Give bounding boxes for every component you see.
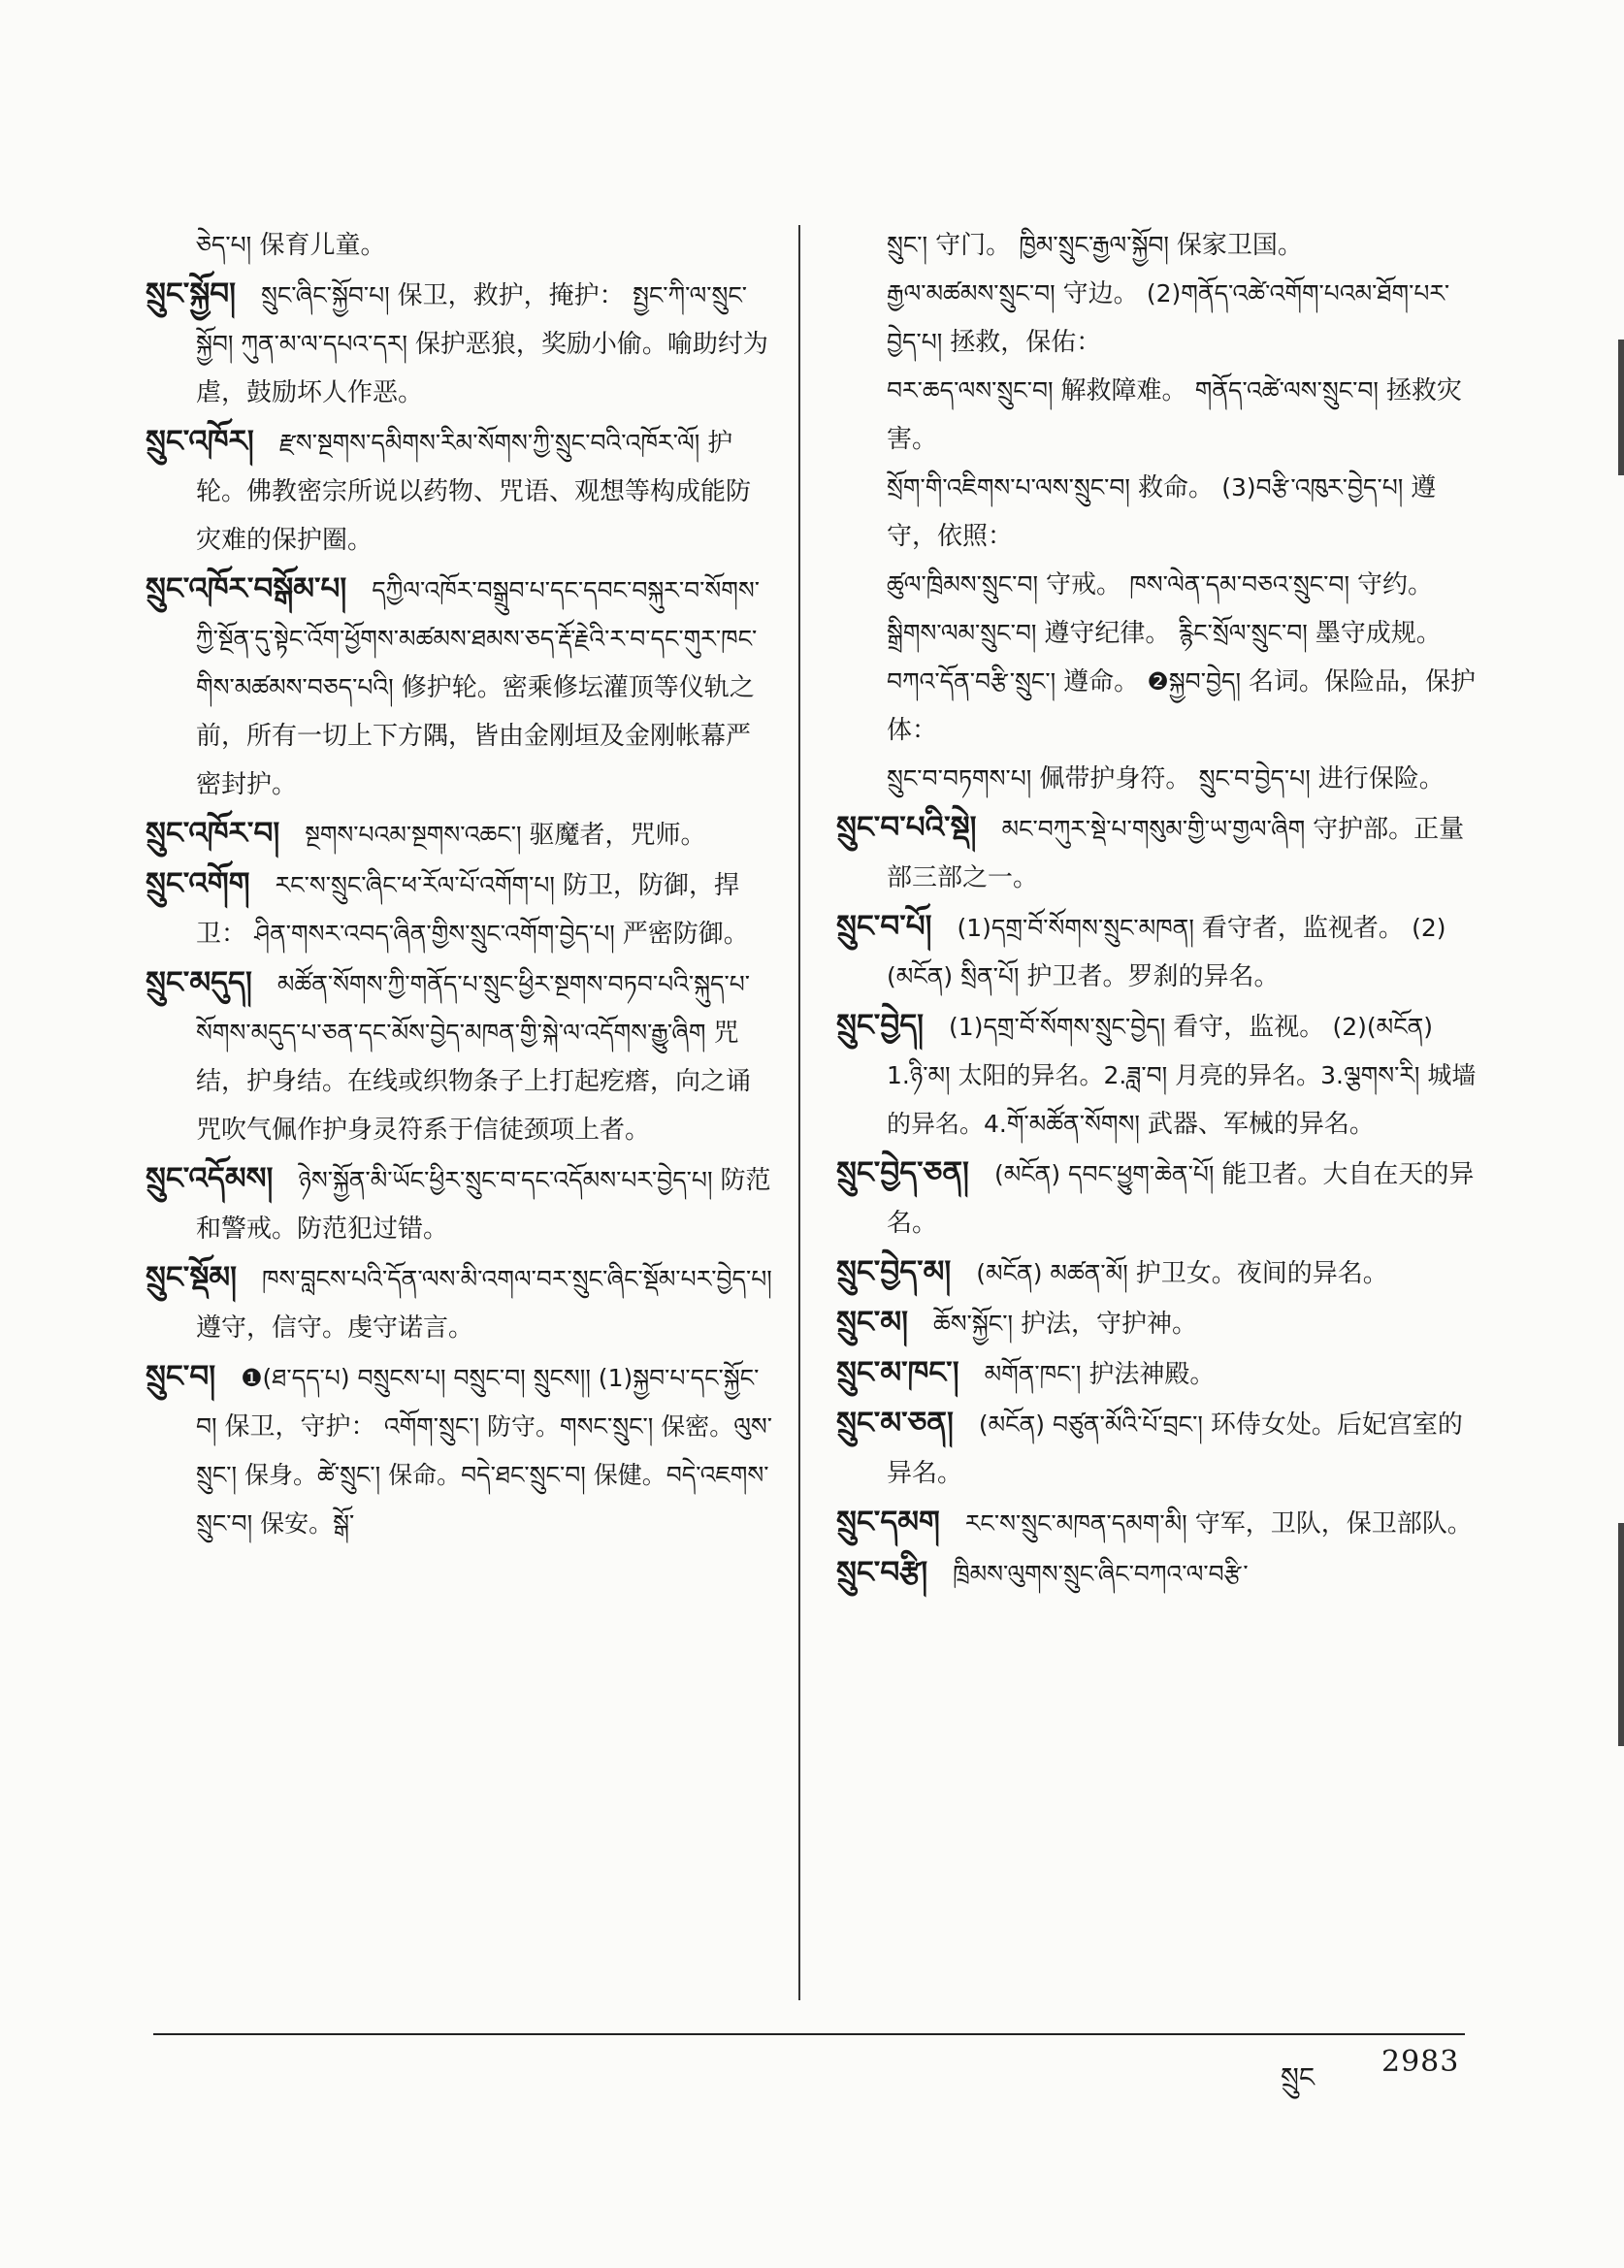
entry-chinese: 严密防御。	[622, 920, 749, 949]
entry-chinese: 守戒。	[1045, 570, 1121, 599]
entry-tibetan: (1)དགྲ་བོ་སོགས་སྲུང་བྱེད།	[949, 1013, 1174, 1041]
entry-headword: སྲུང་མ་ཁང་།	[836, 1355, 959, 1390]
dictionary-entry	[146, 859, 774, 958]
dictionary-entry	[836, 1298, 1477, 1348]
dictionary-entry	[836, 1348, 1477, 1399]
entry-chinese: 名词。保险品，保护体：	[887, 667, 1476, 745]
left-column	[146, 221, 774, 1548]
dictionary-entry	[836, 367, 1477, 464]
entry-tibetan: རང་ས་སྲུང་མཁན་དམག་མི།	[964, 1509, 1195, 1538]
entry-tibetan: (1)དགྲ་བོ་སོགས་སྲུང་མཁན།	[957, 914, 1202, 942]
dictionary-entry	[836, 1399, 1477, 1498]
entry-tibetan: ཁས་ལེན་དམ་བཅའ་སྲུང་བ།	[1129, 570, 1357, 599]
entry-chinese: 守约。	[1356, 570, 1433, 599]
entry-tibetan: མགོན་ཁང་།	[984, 1360, 1089, 1388]
dictionary-entry	[836, 755, 1477, 803]
entry-tibetan: མང་བཀུར་སྡེ་པ་གསུམ་གྱི་ཡ་གྱལ་ཞིག	[1001, 815, 1314, 843]
entry-headword: སྲུང་བྱེད་མ།	[836, 1254, 952, 1289]
entry-chinese: 守门。	[935, 231, 1012, 260]
entry-chinese: 保卫，守护：	[224, 1412, 376, 1442]
entry-chinese: 拯救灾害。	[887, 376, 1462, 454]
entry-chinese: 防范和警戒。防范犯过错。	[196, 1166, 771, 1244]
dictionary-entry	[836, 803, 1477, 902]
entry-tibetan: ཆོས་སྐྱོང་།	[932, 1310, 1021, 1338]
entry-tibetan: ཅེད་པ།	[196, 231, 252, 259]
entry-headword: སྲུང་འཁོར།	[146, 424, 254, 459]
entry-chinese: 护法神殿。	[1088, 1360, 1216, 1389]
entry-tibetan: བར་ཆད་ལས་སྲུང་བ།	[887, 376, 1061, 405]
entry-tibetan: སྲོག་གི་འཇིགས་པ་ལས་སྲུང་བ།	[887, 473, 1138, 502]
entry-headword: སྲུང་མ་ཅན།	[836, 1406, 954, 1441]
page-number: 2983	[1381, 2045, 1460, 2079]
entry-headword: སྲུང་མདུད།	[146, 965, 252, 1000]
entry-chinese: 修护轮。密乘修坛灌顶等仪轨之前，所有一切上下方隅，皆由金刚垣及金刚帐幕严密封护。	[196, 673, 755, 799]
entry-tibetan: ཁྱིམ་སྲུང་རྒྱལ་སྐྱོབ།	[1019, 231, 1177, 259]
dictionary-entry	[146, 221, 774, 270]
entry-tibetan: ❷སྐྱབ་བྱེད།	[1147, 667, 1249, 696]
dictionary-entry	[836, 658, 1477, 755]
entry-tibetan: གནོད་འཚེ་ལས་སྲུང་བ།	[1194, 376, 1386, 405]
entry-chinese: 守护部。正量部三部之一。	[887, 815, 1465, 892]
dictionary-entry	[146, 1253, 774, 1352]
dictionary-entry	[146, 958, 774, 1154]
dictionary-entry	[836, 221, 1477, 270]
dictionary-entry	[146, 565, 774, 809]
entry-chinese: 进行保险。	[1317, 764, 1445, 794]
entry-chinese: 守军，卫队，保卫部队。	[1194, 1509, 1473, 1539]
entry-tibetan: སྒྲིགས་ལམ་སྲུང་བ།	[887, 619, 1045, 647]
entry-chinese: 遵守纪律。	[1044, 619, 1171, 648]
entry-tibetan: རྫས་སྔགས་དམིགས་རིམ་སོགས་ཀྱི་སྲུང་བའི་འཁོར་ལོ།	[278, 429, 708, 457]
margin-mark	[1618, 340, 1624, 475]
entry-tibetan: (མངོན) བཙུན་མོའི་པོ་བྲང་།	[978, 1410, 1211, 1439]
entry-tibetan: (2)གནོད་འཚེ་འགོག་པའམ་ཐོག་པར་བྱེད་པ།	[887, 279, 1450, 356]
entry-headword: སྲུང་བྱེད།	[836, 1008, 925, 1043]
entry-tibetan: འགོག་སྲུང་། 防守。གསང་སྲུང་། 保密。ལུས་སྲུང་། 保身。ཚེ་སྲུང་། 保命。བདེ་ཐང་སྲུང་བ། 保健。བདེ་འཇགས་སྲུང་བ། 保安。སྒོ་	[196, 1412, 773, 1538]
entry-chinese: 护卫女。夜间的异名。	[1135, 1259, 1388, 1288]
entry-chinese: 遵命。	[1063, 667, 1140, 697]
dictionary-entry	[836, 464, 1477, 561]
entry-headword: སྲུང་འཁོར་བསྒོམ་པ།	[146, 571, 347, 606]
entry-tibetan: (མངོན) དབང་ཕྱུག་ཆེན་པོ།	[993, 1160, 1222, 1188]
entry-chinese: 武器、军械的异名。	[1147, 1110, 1375, 1139]
entry-tibetan: དཀྱིལ་འཁོར་བསྒྲུབ་པ་དང་དབང་བསྐུར་བ་སོགས་ཀྱི་སྔོན་དུ་སྟེང་འོག་ཕྱོགས་མཚམས་ཐམས་ཅད་རྡོ་རྗེའི་ར་བ་དང་གུར་ཁང་གིས་མཚམས་བཅད་པའི།	[196, 576, 760, 701]
entry-tibetan: ཚུལ་ཁྲིམས་སྲུང་བ།	[887, 570, 1046, 599]
entry-chinese: 佩带护身符。	[1039, 764, 1191, 794]
entry-chinese: 保护恶狼，奖励小偷。喻助纣为虐，鼓励坏人作恶。	[196, 330, 768, 407]
entry-chinese: 墨守成规。	[1315, 619, 1442, 648]
entry-chinese: 环侍女处。后妃宫室的异名。	[887, 1410, 1463, 1488]
dictionary-entry	[836, 1548, 1477, 1599]
running-head: སྲུང	[1281, 2061, 1315, 2093]
entry-tibetan: (2)(མངོན) སྲིན་པོ།	[887, 914, 1446, 990]
entry-tibetan: སྔགས་པའམ་སྔགས་འཆང་།	[305, 821, 530, 849]
entry-headword: སྲུང་འདོམས།	[146, 1161, 274, 1196]
entry-chinese: 防卫，防御，捍卫：	[196, 871, 739, 949]
entry-tibetan: བཀའ་དོན་བརྩི་སྲུང་།	[887, 667, 1064, 696]
entry-chinese: 守边。	[1062, 279, 1139, 308]
entry-tibetan: སྲུང་ཞིང་སྐྱོབ་པ།	[261, 281, 398, 309]
dictionary-entry	[836, 1498, 1477, 1548]
entry-tibetan: ཉེས་སྐྱོན་མི་ཡོང་ཕྱིར་སྲུང་བ་དང་འདོམས་པར་བྱེད་པ།	[298, 1166, 721, 1194]
margin-mark	[1618, 1523, 1624, 1746]
entry-chinese: 看守者，监视者。	[1201, 914, 1404, 943]
entry-headword: སྲུང་བརྩི།	[836, 1555, 928, 1590]
entry-chinese: 咒结，护身结。在线或织物条子上打起疙瘩，向之诵咒吹气佩作护身灵符系于信徒颈项上者。	[196, 1019, 752, 1145]
entry-tibetan: རྒྱལ་མཚམས་སྲུང་བ།	[887, 279, 1063, 308]
entry-chinese: 拯救，保佑：	[950, 328, 1102, 357]
entry-chinese: 保育儿童。	[259, 231, 386, 260]
entry-tibetan: སྲུང་།	[887, 231, 936, 259]
entry-chinese: 遵守，信守。虔守诺言。	[196, 1313, 474, 1343]
entry-chinese: 护卫者。罗刹的异名。	[1026, 962, 1280, 991]
entry-tibetan: རང་ས་སྲུང་ཞིང་ཕ་རོལ་པོ་འགོག་པ།	[275, 871, 563, 899]
dictionary-entry	[836, 561, 1477, 609]
dictionary-entry	[836, 1001, 1477, 1149]
entry-tibetan: (3)བརྩི་འཁུར་བྱེད་པ།	[1221, 473, 1412, 502]
entry-chinese: 护轮。佛教密宗所说以药物、咒语、观想等构成能防灾难的保护圈。	[196, 429, 752, 555]
entry-headword: སྲུང་འཁོར་བ།	[146, 816, 280, 851]
entry-headword: སྲུང་བ།	[146, 1359, 216, 1394]
entry-chinese: 保家卫国。	[1176, 231, 1303, 260]
entry-headword: སྲུང་བྱེད་ཅན།	[836, 1155, 969, 1190]
entry-tibetan: (མངོན) མཚན་མོ།	[976, 1259, 1136, 1287]
entry-headword: སྲུང་བ་པོ།	[836, 909, 932, 944]
entry-tibetan: རྙིང་སྲོལ་སྲུང་བ།	[1178, 619, 1315, 647]
entry-chinese: 护法，守护神。	[1020, 1310, 1197, 1339]
entry-tibetan: མཚོན་སོགས་ཀྱི་གནོད་པ་སྲུང་ཕྱིར་སྔགས་བཏབ་པའི་སྐུད་པ་སོགས་མདུད་པ་ཅན་དང་མོས་བྱེད་མཁན་གྱི་སྐེ་ལ་འདོགས་རྒྱུ་ཞིག	[196, 970, 751, 1047]
entry-chinese: 驱魔者，咒师。	[529, 821, 706, 850]
dictionary-entry	[146, 1154, 774, 1253]
dictionary-entry	[836, 270, 1477, 367]
entry-headword: སྲུང་བ་པའི་སྡེ།	[836, 810, 977, 845]
entry-headword: སྲུང་སྡོམ།	[146, 1260, 237, 1295]
entry-chinese: 遵守，依照：	[887, 473, 1437, 551]
entry-chinese: 救命。	[1137, 473, 1214, 502]
entry-tibetan: ཁྲིམས་ལུགས་སྲུང་ཞིང་བཀའ་ལ་བརྩི་	[953, 1560, 1249, 1588]
right-column	[836, 221, 1477, 1599]
entry-chinese: 能卫者。大自在天的异名。	[887, 1160, 1475, 1238]
footer-rule	[153, 2033, 1465, 2035]
dictionary-entry	[146, 809, 774, 859]
column-divider	[798, 225, 800, 2000]
entry-chinese: 看守，监视。	[1173, 1013, 1325, 1042]
dictionary-entry	[146, 270, 774, 417]
entry-headword: སྲུང་འགོག	[146, 866, 250, 901]
entry-headword: སྲུང་མ།	[836, 1305, 908, 1340]
entry-chinese: 保卫，救护，掩护：	[397, 281, 625, 310]
entry-tibetan: ཤིན་གསར་འབད་ཞིན་གྱིས་སྲུང་འགོག་བྱེད་པ།	[254, 920, 623, 948]
entry-headword: སྲུང་སྐྱོབ།	[146, 276, 236, 311]
entry-tibetan: སྲུང་བ་བཏགས་པ།	[887, 764, 1040, 793]
entry-tibetan: ཁས་བླངས་པའི་དོན་ལས་མི་འགལ་བར་སྲུང་ཞིང་སྡོམ་པར་བྱེད་པ།	[261, 1265, 772, 1293]
dictionary-entry	[836, 1247, 1477, 1298]
entry-tibetan: ❶(ཐ་དད་པ) བསྲུངས་པ། བསྲུང་བ། སྲུངས།། (1)སྐྱབ་པ་དང་སྐྱོང་བ།	[196, 1364, 760, 1441]
entry-headword: སྲུང་དམག	[836, 1505, 940, 1539]
dictionary-entry	[836, 902, 1477, 1001]
dictionary-entry	[836, 1149, 1477, 1247]
dictionary-entry	[146, 1352, 774, 1548]
entry-tibetan: (2)(མངོན) 1.ཉི་མ། 太阳的异名。2.ཟླ་བ། 月亮的异名。3.ལྕགས་རི། 城墙的异名。4.གོ་མཚོན་སོགས།	[887, 1013, 1477, 1138]
entry-chinese: 解救障难。	[1060, 376, 1187, 405]
dictionary-entry	[146, 417, 774, 565]
dictionary-entry	[836, 609, 1477, 658]
entry-tibetan: སྤྱང་ཀི་ལ་སྲུང་སྐྱོབ། ཀུན་མ་ལ་དཔའ་དར།	[196, 281, 748, 358]
entry-tibetan: སྲུང་བ་བྱེད་པ།	[1198, 764, 1318, 793]
